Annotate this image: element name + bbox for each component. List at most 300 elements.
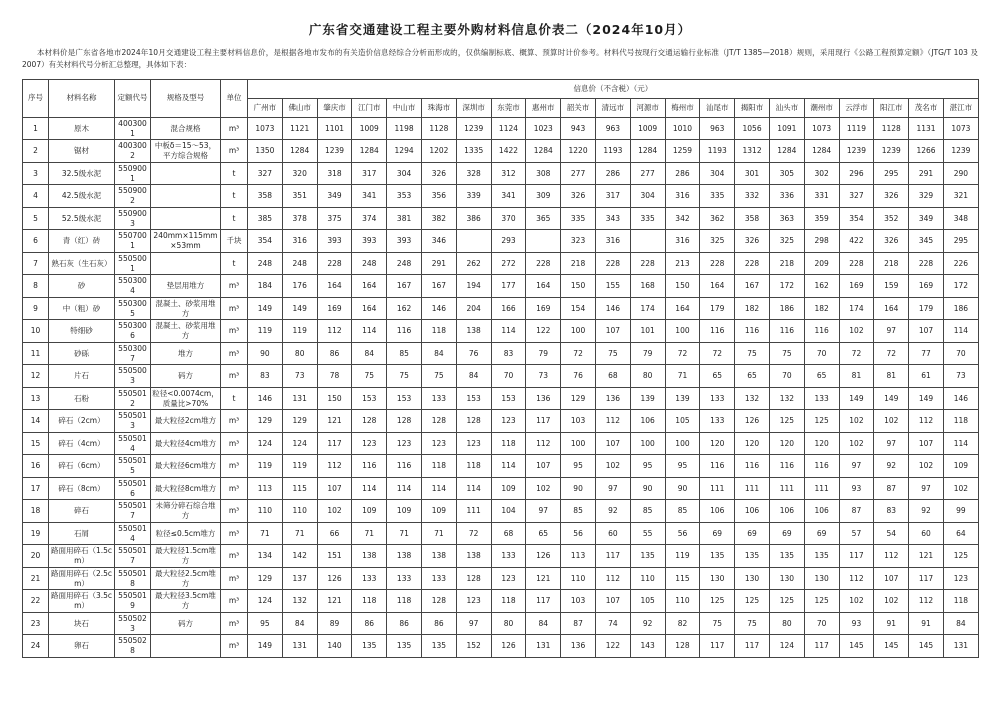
row-index-cell: 19 — [23, 522, 49, 545]
price-cell: 1198 — [387, 117, 422, 140]
table-row — [23, 612, 979, 635]
price-cell: 103 — [561, 590, 596, 613]
price-cell: 291 — [909, 162, 944, 185]
quota-code-cell: 5505023 — [115, 612, 151, 635]
price-cell: 65 — [700, 365, 735, 388]
price-cell: 75 — [700, 612, 735, 635]
price-cell: 226 — [943, 252, 978, 275]
spec-cell: 中板δ＝15～53，平方综合规格 — [151, 140, 221, 163]
price-cell: 136 — [561, 635, 596, 658]
price-cell: 126 — [491, 635, 526, 658]
table-row — [23, 365, 979, 388]
table-row — [23, 117, 979, 140]
quota-code-cell: 5503006 — [115, 320, 151, 343]
price-cell: 1284 — [282, 140, 317, 163]
table-row — [23, 387, 979, 410]
spec-cell: 最大粒径4cm堆方 — [151, 432, 221, 455]
price-cell: 117 — [735, 635, 770, 658]
price-cell: 174 — [630, 297, 665, 320]
spec-cell: 最大粒径1.5cm堆方 — [151, 545, 221, 568]
price-cell: 116 — [735, 320, 770, 343]
price-cell: 304 — [387, 162, 422, 185]
price-cell: 146 — [248, 387, 283, 410]
price-cell: 78 — [317, 365, 352, 388]
price-cell: 118 — [421, 455, 456, 478]
price-cell: 422 — [839, 230, 874, 253]
price-cell: 1202 — [421, 140, 456, 163]
price-cell: 72 — [839, 342, 874, 365]
price-cell: 1073 — [804, 117, 839, 140]
price-cell: 352 — [874, 207, 909, 230]
price-cell: 73 — [943, 365, 978, 388]
price-cell: 317 — [595, 185, 630, 208]
unit-cell: m³ — [221, 320, 248, 343]
price-cell: 92 — [874, 455, 909, 478]
price-cell: 1239 — [874, 140, 909, 163]
price-cell: 54 — [874, 522, 909, 545]
price-cell: 113 — [248, 477, 283, 500]
price-cell: 109 — [943, 455, 978, 478]
price-cell: 102 — [909, 455, 944, 478]
price-cell: 99 — [943, 500, 978, 523]
row-index-cell: 14 — [23, 410, 49, 433]
table-row — [23, 342, 979, 365]
price-cell: 149 — [282, 297, 317, 320]
price-cell: 162 — [804, 275, 839, 298]
row-index-cell: 23 — [23, 612, 49, 635]
city-header: 河源市 — [630, 98, 665, 117]
price-cell: 56 — [665, 522, 700, 545]
spec-cell — [151, 207, 221, 230]
price-cell: 61 — [909, 365, 944, 388]
price-cell: 179 — [700, 297, 735, 320]
unit-cell: m³ — [221, 612, 248, 635]
price-cell: 320 — [282, 162, 317, 185]
price-cell: 145 — [909, 635, 944, 658]
unit-cell: m³ — [221, 545, 248, 568]
price-cell: 73 — [526, 365, 561, 388]
spec-cell — [151, 185, 221, 208]
city-header: 茂名市 — [909, 98, 944, 117]
price-cell: 135 — [421, 635, 456, 658]
price-cell: 71 — [665, 365, 700, 388]
price-cell: 69 — [700, 522, 735, 545]
price-cell: 174 — [839, 297, 874, 320]
material-name-cell: 碎石（2cm） — [49, 410, 115, 433]
material-name-cell: 块石 — [49, 612, 115, 635]
table-row — [23, 297, 979, 320]
price-cell: 115 — [282, 477, 317, 500]
price-cell: 124 — [282, 432, 317, 455]
price-cell: 80 — [282, 342, 317, 365]
price-cell: 112 — [595, 410, 630, 433]
price-cell: 84 — [352, 342, 387, 365]
price-cell: 97 — [526, 500, 561, 523]
price-cell: 228 — [700, 252, 735, 275]
price-cell: 348 — [943, 207, 978, 230]
price-cell: 963 — [700, 117, 735, 140]
price-cell: 130 — [735, 567, 770, 590]
price-cell: 138 — [421, 545, 456, 568]
price-cell: 95 — [665, 455, 700, 478]
price-cell: 120 — [700, 432, 735, 455]
table-body — [23, 117, 979, 657]
price-cell: 393 — [352, 230, 387, 253]
price-cell: 85 — [630, 500, 665, 523]
row-index-cell: 5 — [23, 207, 49, 230]
price-cell: 93 — [839, 477, 874, 500]
price-cell: 133 — [700, 410, 735, 433]
price-cell: 327 — [248, 162, 283, 185]
spec-cell: 粒径≤0.5cm堆方 — [151, 522, 221, 545]
unit-cell: m³ — [221, 342, 248, 365]
price-cell: 138 — [387, 545, 422, 568]
price-cell: 138 — [456, 320, 491, 343]
price-cell: 121 — [317, 590, 352, 613]
price-cell: 73 — [282, 365, 317, 388]
price-cell: 114 — [491, 455, 526, 478]
price-cell: 82 — [665, 612, 700, 635]
price-cell: 248 — [248, 252, 283, 275]
price-cell: 95 — [561, 455, 596, 478]
price-cell: 112 — [839, 567, 874, 590]
price-cell: 385 — [248, 207, 283, 230]
price-cell: 65 — [735, 365, 770, 388]
price-cell: 133 — [352, 567, 387, 590]
quota-code-cell: 4003001 — [115, 117, 151, 140]
price-cell: 111 — [769, 477, 804, 500]
price-cell: 169 — [526, 297, 561, 320]
price-cell: 105 — [630, 590, 665, 613]
price-cell: 326 — [735, 230, 770, 253]
price-cell: 164 — [317, 275, 352, 298]
price-cell: 162 — [387, 297, 422, 320]
price-cell: 60 — [909, 522, 944, 545]
price-cell: 218 — [769, 252, 804, 275]
price-cell: 81 — [839, 365, 874, 388]
price-cell: 272 — [491, 252, 526, 275]
price-cell: 69 — [735, 522, 770, 545]
price-cell: 116 — [352, 455, 387, 478]
spec-cell: 240mm×115mm×53mm — [151, 230, 221, 253]
price-cell: 107 — [526, 455, 561, 478]
price-cell: 71 — [387, 522, 422, 545]
price-cell: 128 — [352, 410, 387, 433]
price-cell: 75 — [421, 365, 456, 388]
price-cell: 106 — [700, 500, 735, 523]
material-name-cell: 路面用碎石（2.5cm） — [49, 567, 115, 590]
price-cell: 1294 — [387, 140, 422, 163]
price-cell: 86 — [317, 342, 352, 365]
price-cell: 114 — [352, 320, 387, 343]
price-cell: 86 — [352, 612, 387, 635]
price-cell: 110 — [665, 590, 700, 613]
quota-code-cell: 5509003 — [115, 207, 151, 230]
price-cell: 169 — [909, 275, 944, 298]
price-cell: 93 — [839, 612, 874, 635]
price-cell: 194 — [456, 275, 491, 298]
price-cell: 228 — [595, 252, 630, 275]
price-cell: 72 — [561, 342, 596, 365]
price-cell: 107 — [595, 432, 630, 455]
spec-cell: 最大粒径3.5cm堆方 — [151, 590, 221, 613]
city-header: 湛江市 — [943, 98, 978, 117]
price-cell: 117 — [909, 567, 944, 590]
price-cell: 146 — [421, 297, 456, 320]
price-cell: 128 — [665, 635, 700, 658]
price-cell: 121 — [526, 567, 561, 590]
unit-cell: t — [221, 185, 248, 208]
price-cell: 182 — [735, 297, 770, 320]
price-cell: 150 — [561, 275, 596, 298]
price-cell: 114 — [456, 477, 491, 500]
price-cell: 326 — [874, 185, 909, 208]
price-cell: 152 — [456, 635, 491, 658]
price-cell: 75 — [735, 612, 770, 635]
price-cell: 1259 — [665, 140, 700, 163]
price-cell: 104 — [491, 500, 526, 523]
quota-code-cell: 4003002 — [115, 140, 151, 163]
price-cell: 91 — [909, 612, 944, 635]
price-cell: 132 — [735, 387, 770, 410]
row-index-cell: 18 — [23, 500, 49, 523]
row-index-cell: 24 — [23, 635, 49, 658]
unit-cell: m³ — [221, 432, 248, 455]
price-cell: 248 — [282, 252, 317, 275]
material-name-cell: 砂 — [49, 275, 115, 298]
price-cell: 56 — [561, 522, 596, 545]
price-cell: 1131 — [909, 117, 944, 140]
price-cell: 326 — [874, 230, 909, 253]
price-cell: 109 — [491, 477, 526, 500]
price-cell: 164 — [352, 275, 387, 298]
price-cell: 1284 — [769, 140, 804, 163]
price-cell: 124 — [248, 590, 283, 613]
price-cell: 107 — [874, 567, 909, 590]
price-cell: 296 — [839, 162, 874, 185]
price-cell: 130 — [769, 567, 804, 590]
price-cell: 155 — [595, 275, 630, 298]
price-cell: 1284 — [630, 140, 665, 163]
table-row — [23, 207, 979, 230]
price-cell: 1284 — [352, 140, 387, 163]
price-cell: 331 — [804, 185, 839, 208]
price-cell: 135 — [735, 545, 770, 568]
price-cell: 248 — [352, 252, 387, 275]
price-cell: 153 — [387, 387, 422, 410]
spec-cell — [151, 252, 221, 275]
quota-code-cell: 5505028 — [115, 635, 151, 658]
price-cell: 151 — [317, 545, 352, 568]
price-cell: 131 — [526, 635, 561, 658]
price-cell: 378 — [282, 207, 317, 230]
price-cell: 374 — [352, 207, 387, 230]
quota-code-cell: 5505001 — [115, 252, 151, 275]
price-cell: 117 — [700, 635, 735, 658]
price-cell: 1056 — [735, 117, 770, 140]
price-cell: 80 — [491, 612, 526, 635]
quota-code-cell: 5505016 — [115, 477, 151, 500]
price-cell: 228 — [909, 252, 944, 275]
price-cell: 164 — [874, 297, 909, 320]
price-cell: 133 — [387, 567, 422, 590]
price-cell: 75 — [352, 365, 387, 388]
quota-code-cell: 5503005 — [115, 297, 151, 320]
price-cell: 386 — [456, 207, 491, 230]
price-cell: 125 — [769, 590, 804, 613]
table-row — [23, 432, 979, 455]
price-cell: 117 — [526, 410, 561, 433]
unit-cell: m³ — [221, 297, 248, 320]
price-cell: 100 — [561, 320, 596, 343]
price-cell: 328 — [456, 162, 491, 185]
price-cell: 71 — [248, 522, 283, 545]
price-cell: 76 — [456, 342, 491, 365]
price-cell: 326 — [561, 185, 596, 208]
price-cell: 119 — [248, 455, 283, 478]
price-cell: 114 — [387, 477, 422, 500]
price-cell: 70 — [804, 342, 839, 365]
unit-cell: t — [221, 252, 248, 275]
unit-cell: m³ — [221, 522, 248, 545]
price-cell: 105 — [665, 410, 700, 433]
table-row — [23, 545, 979, 568]
price-cell: 304 — [630, 185, 665, 208]
price-cell: 335 — [630, 207, 665, 230]
price-cell: 349 — [909, 207, 944, 230]
price-cell: 89 — [317, 612, 352, 635]
quota-code-cell: 5505017 — [115, 500, 151, 523]
col-header-material: 材料名称 — [49, 79, 115, 117]
price-cell: 228 — [630, 252, 665, 275]
price-cell: 77 — [909, 342, 944, 365]
price-cell: 70 — [943, 342, 978, 365]
price-cell: 126 — [526, 545, 561, 568]
price-cell: 290 — [943, 162, 978, 185]
price-cell: 85 — [387, 342, 422, 365]
quota-code-cell: 5509001 — [115, 162, 151, 185]
price-cell: 305 — [769, 162, 804, 185]
price-cell: 356 — [421, 185, 456, 208]
price-cell: 153 — [491, 387, 526, 410]
price-cell: 116 — [387, 320, 422, 343]
price-cell: 90 — [248, 342, 283, 365]
price-cell: 79 — [630, 342, 665, 365]
price-cell: 1193 — [595, 140, 630, 163]
price-cell: 70 — [769, 365, 804, 388]
price-cell: 118 — [456, 455, 491, 478]
price-cell: 117 — [804, 635, 839, 658]
spec-cell: 堆方 — [151, 342, 221, 365]
col-header-code: 定额代号 — [115, 79, 151, 117]
price-cell: 359 — [804, 207, 839, 230]
price-cell: 116 — [735, 455, 770, 478]
price-cell: 153 — [456, 387, 491, 410]
price-cell: 323 — [561, 230, 596, 253]
material-name-cell: 碎石（8cm） — [49, 477, 115, 500]
table-row — [23, 590, 979, 613]
price-cell: 84 — [282, 612, 317, 635]
price-cell: 138 — [352, 545, 387, 568]
price-cell: 128 — [421, 410, 456, 433]
price-cell: 133 — [421, 567, 456, 590]
price-cell: 112 — [874, 545, 909, 568]
city-header: 清远市 — [595, 98, 630, 117]
price-cell: 112 — [526, 432, 561, 455]
price-cell — [630, 230, 665, 253]
price-cell: 339 — [456, 185, 491, 208]
price-cell: 1239 — [317, 140, 352, 163]
price-cell: 110 — [282, 500, 317, 523]
price-cell: 118 — [943, 410, 978, 433]
price-cell: 312 — [491, 162, 526, 185]
price-cell: 133 — [700, 387, 735, 410]
quota-code-cell: 5505003 — [115, 365, 151, 388]
spec-cell: 最大粒径2.5cm堆方 — [151, 567, 221, 590]
price-cell: 1073 — [248, 117, 283, 140]
price-cell: 72 — [874, 342, 909, 365]
price-cell: 85 — [561, 500, 596, 523]
price-cell: 120 — [735, 432, 770, 455]
price-cell: 111 — [700, 477, 735, 500]
row-index-cell: 17 — [23, 477, 49, 500]
price-cell: 1239 — [456, 117, 491, 140]
price-cell: 114 — [352, 477, 387, 500]
price-cell: 393 — [317, 230, 352, 253]
unit-cell: m³ — [221, 590, 248, 613]
price-cell: 164 — [665, 297, 700, 320]
price-cell: 107 — [909, 320, 944, 343]
spec-cell — [151, 635, 221, 658]
price-cell: 343 — [595, 207, 630, 230]
price-cell: 125 — [804, 590, 839, 613]
price-cell: 146 — [595, 297, 630, 320]
table-row — [23, 410, 979, 433]
price-cell: 176 — [282, 275, 317, 298]
price-cell: 325 — [700, 230, 735, 253]
city-header: 阳江市 — [874, 98, 909, 117]
price-cell: 363 — [769, 207, 804, 230]
row-index-cell: 1 — [23, 117, 49, 140]
price-cell: 80 — [769, 612, 804, 635]
price-cell: 122 — [526, 320, 561, 343]
price-cell: 66 — [317, 522, 352, 545]
price-cell: 76 — [561, 365, 596, 388]
price-cell: 84 — [456, 365, 491, 388]
price-cell: 95 — [630, 455, 665, 478]
unit-cell: m³ — [221, 567, 248, 590]
material-name-cell: 原木 — [49, 117, 115, 140]
price-cell: 298 — [804, 230, 839, 253]
price-cell: 116 — [700, 455, 735, 478]
row-index-cell: 16 — [23, 455, 49, 478]
price-cell: 342 — [665, 207, 700, 230]
city-header: 江门市 — [352, 98, 387, 117]
price-cell: 110 — [561, 567, 596, 590]
table-row — [23, 162, 979, 185]
price-cell: 117 — [317, 432, 352, 455]
price-cell: 87 — [561, 612, 596, 635]
price-cell: 353 — [387, 185, 422, 208]
price-cell: 65 — [526, 522, 561, 545]
price-cell: 101 — [630, 320, 665, 343]
unit-cell: m³ — [221, 140, 248, 163]
price-cell: 1239 — [839, 140, 874, 163]
price-cell: 302 — [804, 162, 839, 185]
price-cell: 119 — [282, 455, 317, 478]
price-cell: 111 — [804, 477, 839, 500]
price-cell: 228 — [526, 252, 561, 275]
